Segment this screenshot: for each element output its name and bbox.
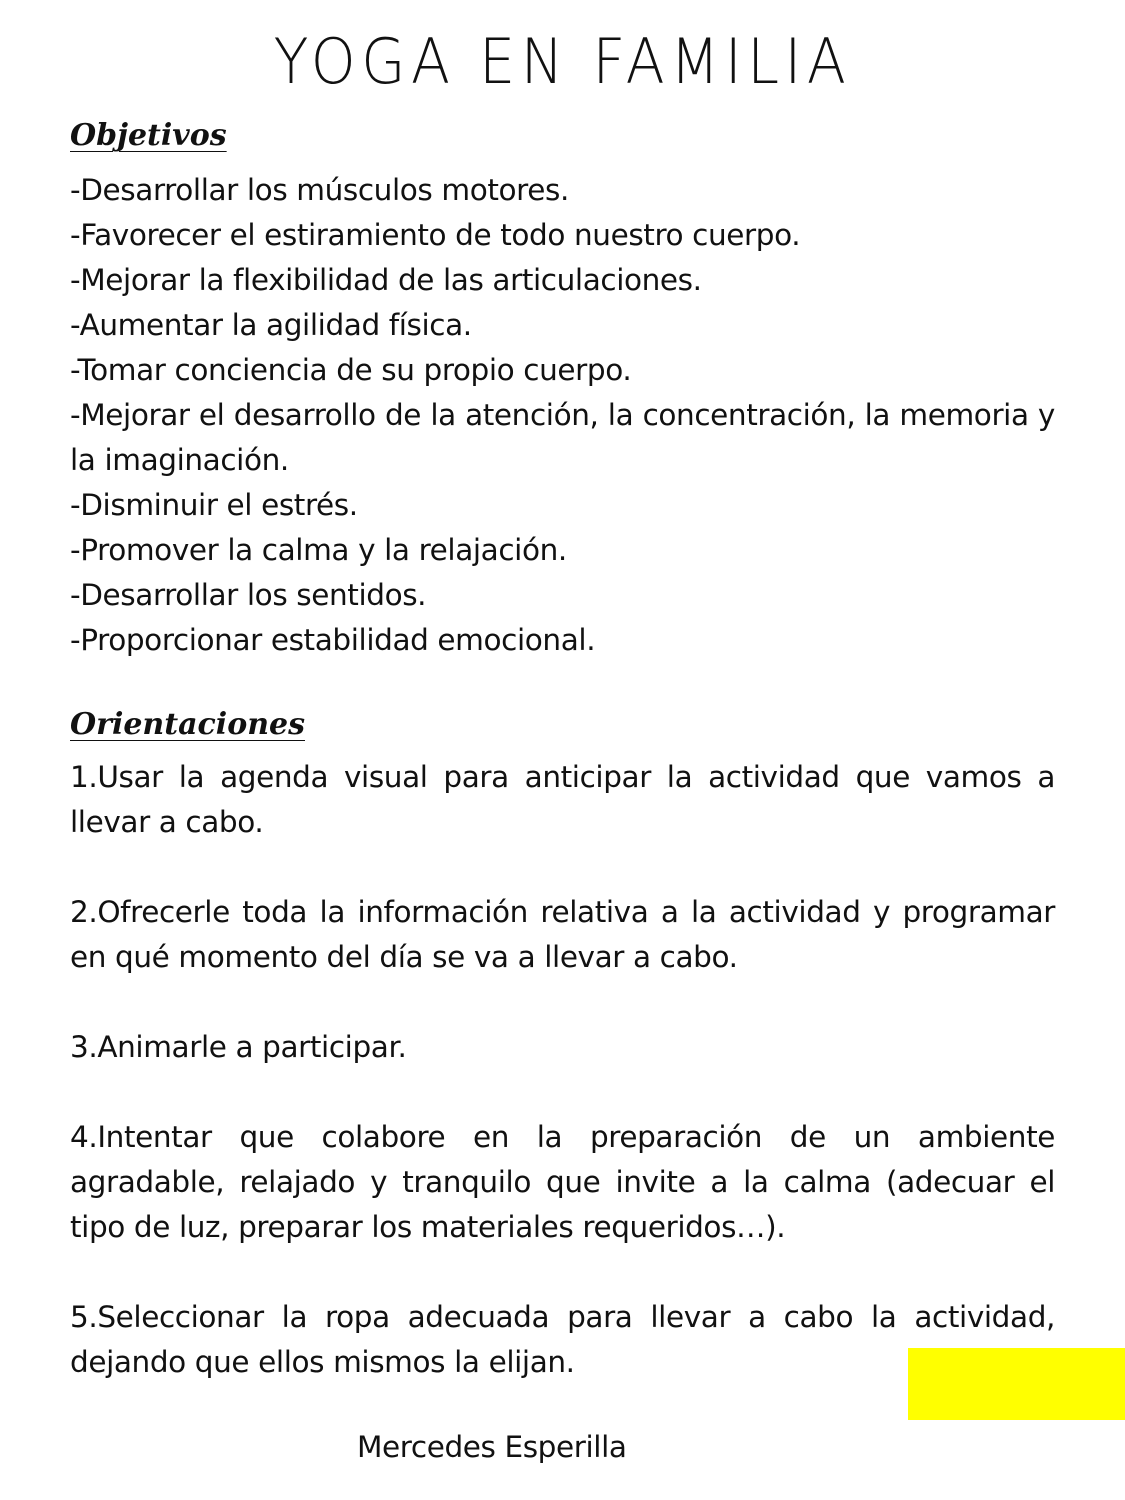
list-item: 1.Usar la agenda visual para anticipar la actividad que vamos a llevar a cabo. <box>70 760 1055 839</box>
list-item: -Proporcionar estabilidad emocional. <box>70 623 596 657</box>
list-item: 3.Animarle a participar. <box>70 1030 407 1064</box>
list-item: -Mejorar el desarrollo de la atención, la concentración, la memoria y la imaginación. <box>70 398 1055 477</box>
yellow-highlight-box <box>908 1348 1125 1420</box>
page-title: YOGA EN FAMILIA <box>273 25 852 98</box>
list-item: -Desarrollar los sentidos. <box>70 578 427 612</box>
list-item: -Mejorar la flexibilidad de las articulaciones. <box>70 263 702 297</box>
objectives-list <box>70 168 1055 663</box>
list-item: -Favorecer el estiramiento de todo nuestro cuerpo. <box>70 218 801 252</box>
list-item: -Aumentar la agilidad física. <box>70 308 472 342</box>
list-item: 4.Intentar que colabore en la preparación de un ambiente agradable, relajado y tranquilo que invite a la calma (adecuar el tipo de luz, preparar los materiales requeridos…). <box>70 1120 1055 1244</box>
objectives-heading: Objetivos <box>70 118 227 153</box>
list-item: -Desarrollar los músculos motores. <box>70 173 569 207</box>
author-name: Mercedes Esperilla <box>357 1430 627 1464</box>
orientations-heading: Orientaciones <box>70 707 305 742</box>
list-item: -Tomar conciencia de su propio cuerpo. <box>70 353 632 387</box>
list-item: -Promover la calma y la relajación. <box>70 533 567 567</box>
list-item: -Disminuir el estrés. <box>70 488 358 522</box>
list-item: 5.Seleccionar la ropa adecuada para llevar a cabo la actividad, dejando que ellos mismos la elijan. <box>70 1300 1055 1379</box>
list-item: 2.Ofrecerle toda la información relativa a la actividad y programar en qué momento del día se va a llevar a cabo. <box>70 895 1055 974</box>
orientations-list <box>70 755 1055 1430</box>
